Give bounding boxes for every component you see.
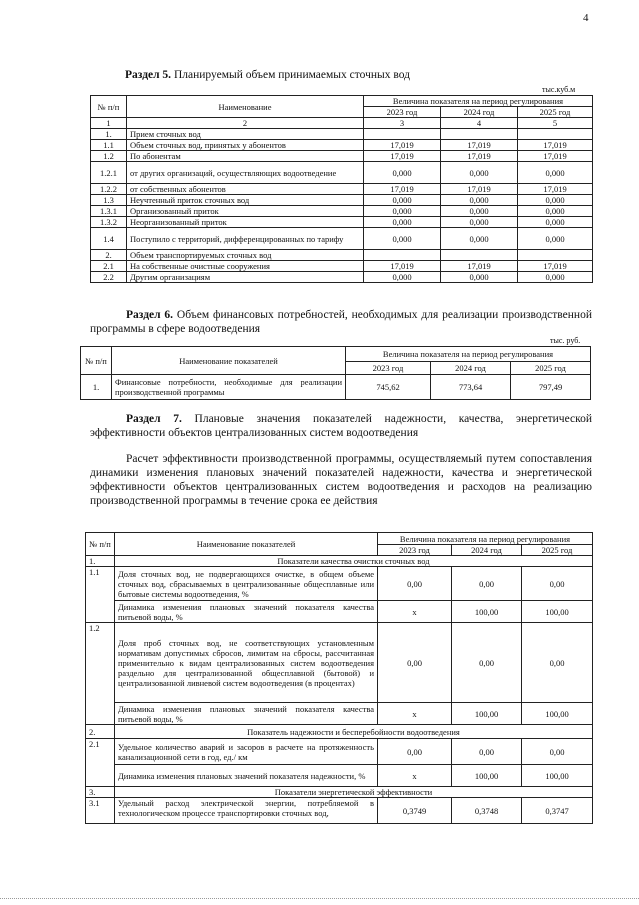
row-value [441,129,518,140]
row-name: Доля проб сточных вод, не соответствующих установленным нормативам допустимых сбросов, лимитам на сбросы, рассчитанная применительно к видам централизованных систем водоотведения раздельно для централизованной общесплавной (бытовой) и централизованной ливневой систем водоотведения (в процентах) [115,623,378,703]
table-row [86,623,593,703]
row-num: 1. [91,129,127,140]
row-num: 1.2 [91,151,127,162]
row-value: 17,019 [364,261,441,272]
row-num: 1.3 [91,195,127,206]
row-value: 17,019 [364,184,441,195]
row-value: 0,00 [378,567,452,601]
section-6-label: Раздел 6. [126,309,174,321]
table-row [86,739,593,765]
header-period: Величина показателя на период регулирования [378,533,593,545]
row-num: 2.1 [91,261,127,272]
row-value: 17,019 [518,140,593,151]
row-value [441,250,518,261]
section-6-unit: тыс. руб. [550,336,581,345]
section-5-title: Планируемый объем принимаемых сточных вод [171,69,410,81]
row-num: 1.2.2 [91,184,127,195]
section-6-heading [90,308,592,336]
row-value: 773,64 [431,375,511,400]
row-value: 17,019 [518,184,593,195]
row-num: 1. [81,375,112,400]
row-value: 0,00 [452,739,522,765]
row-value: 0,000 [518,206,593,217]
row-value [518,129,593,140]
table-row [86,567,593,601]
section-7-heading [90,412,592,440]
table-row [91,206,593,217]
row-value: 17,019 [518,151,593,162]
row-num: 2.1 [86,739,115,787]
row-value: 0,00 [522,623,593,703]
row-value: 0,00 [452,567,522,601]
header-period: Величина показателя на период регулирования [364,96,593,107]
row-name: Финансовые потребности, необходимые для реализации производственной программы [112,375,346,400]
row-value: 0,000 [441,217,518,228]
row-num: 3. [86,787,115,798]
header-year: 2025 год [518,107,593,118]
section-7-table [85,532,593,824]
column-number: 5 [518,118,593,129]
header-num: № п/п [91,96,127,118]
table-row [86,601,593,623]
row-name: Удельное количество аварий и засоров в расчете на протяженность канализационной сети в год, ед./ км [115,739,378,765]
row-num: 1.3.1 [91,206,127,217]
section-6-table [80,346,591,400]
row-value: 17,019 [441,151,518,162]
row-value: 17,019 [441,140,518,151]
table-row [86,765,593,787]
header-name: Наименование показателей [115,533,378,556]
row-value: 0,000 [364,228,441,250]
row-value: 0,3749 [378,798,452,824]
row-name: Другим организациям [127,272,364,283]
row-num: 1.2 [86,623,115,725]
section-5-label: Раздел 5. [125,69,172,81]
row-value: 0,3747 [522,798,593,824]
row-name: от других организаций, осуществляющих водоотведение [127,162,364,184]
row-value: 0,000 [441,162,518,184]
row-value: 0,000 [364,206,441,217]
row-value: 0,000 [518,217,593,228]
row-value: 0,000 [364,272,441,283]
row-num: 1.1 [86,567,115,623]
row-value: 0,00 [378,739,452,765]
row-name: от собственных абонентов [127,184,364,195]
group-row [86,725,593,739]
row-value: 0,000 [518,228,593,250]
group-title: Показатели энергетической эффективности [115,787,593,798]
row-name: Динамика изменения плановых значений показателя качества питьевой воды, % [115,703,378,725]
row-value: 17,019 [364,140,441,151]
row-value: 100,00 [452,703,522,725]
group-title: Показатели качества очистки сточных вод [115,556,593,567]
table-row [91,162,593,184]
row-value: 100,00 [522,703,593,725]
header-num: № п/п [81,347,112,375]
page-number: 4 [583,12,589,24]
row-num: 2. [86,725,115,739]
row-value: 100,00 [452,601,522,623]
row-value: 0,000 [441,195,518,206]
column-number: 4 [441,118,518,129]
row-value: 17,019 [364,151,441,162]
row-num: 3.1 [86,798,115,824]
row-name: Объем сточных вод, принятых у абонентов [127,140,364,151]
group-row [86,556,593,567]
header-year: 2023 год [346,362,431,375]
row-name: Удельный расход электрической энергии, потребляемой в технологическом процессе транспортировки сточных вод, [115,798,378,824]
header-name: Наименование [127,96,364,118]
row-value [364,129,441,140]
row-value: 0,000 [441,228,518,250]
header-year: 2025 год [522,545,593,556]
table-row [91,261,593,272]
header-year: 2024 год [441,107,518,118]
table-row [91,217,593,228]
row-value: 0,000 [518,195,593,206]
row-num: 2.2 [91,272,127,283]
column-number: 1 [91,118,127,129]
header-year: 2024 год [452,545,522,556]
section-6-title: Объем финансовых потребностей, необходимых для реализации производственной программы в сфере водоотведения [90,309,592,335]
group-title: Показатель надежности и бесперебойности водоотведения [115,725,593,739]
row-value: 0,00 [378,623,452,703]
row-value: 17,019 [518,261,593,272]
row-name: Прием сточных вод [127,129,364,140]
section-7-title: Плановые значения показателей надежности, качества, энергетической эффективности объектов централизованных систем водоотведения [90,413,592,439]
table-row [91,184,593,195]
row-value: 0,00 [522,567,593,601]
row-num: 1.3.2 [91,217,127,228]
row-value: 797,49 [511,375,591,400]
row-name: По абонентам [127,151,364,162]
row-value: 100,00 [522,601,593,623]
row-value: 745,62 [346,375,431,400]
row-num: 1.4 [91,228,127,250]
row-value: 0,000 [441,272,518,283]
column-number: 3 [364,118,441,129]
header-period: Величина показателя на период регулирования [346,347,591,362]
header-year: 2023 год [378,545,452,556]
table-row [91,140,593,151]
row-value: 0,000 [364,162,441,184]
row-name: Динамика изменения плановых значений показателя надежности, % [115,765,378,787]
header-year: 2024 год [431,362,511,375]
row-num: 2. [91,250,127,261]
table-row [81,375,591,400]
row-value: х [378,703,452,725]
header-name: Наименование показателей [112,347,346,375]
header-year: 2025 год [511,362,591,375]
row-num: 1.2.1 [91,162,127,184]
table-row [86,703,593,725]
page-bottom-edge [0,898,639,899]
section-5-table [90,95,593,283]
row-value: 100,00 [522,765,593,787]
table-row [91,151,593,162]
row-name: Доля сточных вод, не подвергающихся очистке, в общем объеме сточных вод, сбрасываемых в централизованные общесплавные или бытовые системы водоотведения, % [115,567,378,601]
group-row [86,787,593,798]
row-name: На собственные очистные сооружения [127,261,364,272]
row-name: Неорганизованный приток [127,217,364,228]
row-value [518,250,593,261]
table-row [91,272,593,283]
table-row [91,228,593,250]
row-value: 0,000 [364,195,441,206]
table-row [86,798,593,824]
row-value: 17,019 [441,184,518,195]
row-value: х [378,765,452,787]
header-num: № п/п [86,533,115,556]
row-value [364,250,441,261]
section-5-unit: тыс.куб.м [542,85,576,94]
column-number: 2 [127,118,364,129]
table-row [91,250,593,261]
header-year: 2023 год [364,107,441,118]
row-name: Неучтенный приток сточных вод [127,195,364,206]
section-7-label: Раздел 7. [126,413,182,425]
row-name: Поступило с территорий, дифференцированных по тарифу [127,228,364,250]
row-value: 0,000 [364,217,441,228]
section-5-heading [125,69,410,81]
row-num: 1. [86,556,115,567]
row-name: Организованный приток [127,206,364,217]
row-value: 0,00 [452,623,522,703]
row-value: 0,3748 [452,798,522,824]
row-value: 0,00 [522,739,593,765]
row-value: 0,000 [518,272,593,283]
row-value: 0,000 [441,206,518,217]
section-7-paragraph: Расчет эффективности производственной программы, осуществляемый путем сопоставления динамики изменения плановых значений показателей надежности, качества и энергетической эффективности объектов централизованных систем водоотведения и расходов на реализацию производственной программы в течение срока ее действия [90,453,592,507]
row-name: Динамика изменения плановых значений показателя качества питьевой воды, % [115,601,378,623]
row-name: Объем транспортируемых сточных вод [127,250,364,261]
table-row [91,195,593,206]
row-value: 0,000 [518,162,593,184]
row-value: 17,019 [441,261,518,272]
table-row [91,129,593,140]
row-value: х [378,601,452,623]
row-value: 100,00 [452,765,522,787]
row-num: 1.1 [91,140,127,151]
